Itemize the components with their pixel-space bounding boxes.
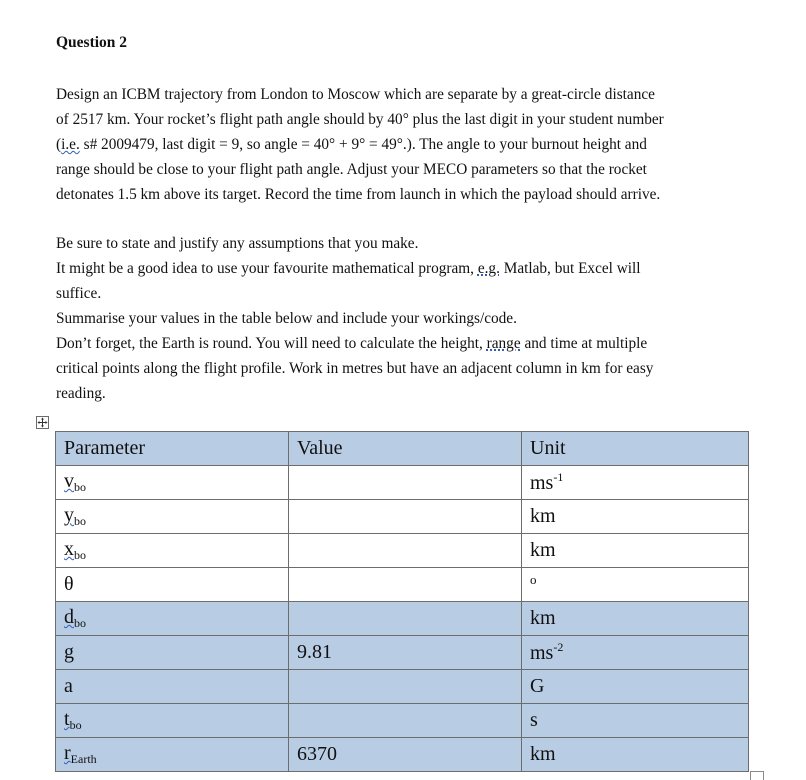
unit-cell[interactable] — [522, 738, 749, 772]
parameter-symbol: $y_{bo}$ — [64, 504, 86, 528]
table-row — [56, 534, 749, 568]
parameter-symbol: $r_{Earth}$ — [64, 742, 97, 766]
proofing-mark: e.g. — [477, 260, 500, 277]
value-cell[interactable] — [289, 466, 522, 500]
table-row — [56, 466, 749, 500]
parameter-symbol: θ — [64, 573, 74, 595]
description-line: range should be close to your flight path angle. Adjust your MECO parameters so that the rocket — [56, 161, 647, 178]
unit-text: s — [530, 709, 538, 731]
unit-text: km — [530, 743, 556, 765]
description-line: (i.e. s# 2009479, last digit = 9, so angle = 40° + 9° = 49°.). The angle to your burnout height and — [56, 136, 647, 153]
parameter-cell[interactable] — [56, 568, 289, 602]
description-line: Design an ICBM trajectory from London to Moscow which are separate by a great-circle distance — [56, 86, 655, 103]
parameter-cell[interactable] — [56, 636, 289, 670]
parameter-symbol: $t_{bo}$ — [64, 708, 82, 732]
parameter-symbol: $v_{bo}$ — [64, 470, 86, 494]
parameter-cell[interactable] — [56, 500, 289, 534]
unit-text: km — [530, 607, 556, 629]
unit-cell[interactable] — [522, 534, 749, 568]
parameter-subscript: bo — [69, 718, 82, 732]
value-cell[interactable] — [289, 534, 522, 568]
parameter-symbol: g — [64, 641, 74, 663]
table-row — [56, 738, 749, 772]
header-unit: Unit — [522, 432, 749, 466]
value-cell[interactable]: 6370 — [289, 738, 522, 772]
instruction-line: critical points along the flight profile. Work in metres but have an adjacent column in km for easy — [56, 360, 654, 377]
unit-cell[interactable] — [522, 500, 749, 534]
value-cell[interactable]: 9.81 — [289, 636, 522, 670]
value-cell[interactable] — [289, 670, 522, 704]
header-parameter: Parameter — [56, 432, 289, 466]
value-cell[interactable] — [289, 500, 522, 534]
unit-cell[interactable] — [522, 636, 749, 670]
unit-cell[interactable] — [522, 568, 749, 602]
parameter-cell[interactable] — [56, 466, 289, 500]
instruction-line: Don’t forget, the Earth is round. You will need to calculate the height, range and time at multiple — [56, 335, 648, 352]
unit-cell[interactable] — [522, 704, 749, 738]
parameter-subscript: bo — [74, 616, 86, 630]
instruction-line: Be sure to state and justify any assumptions that you make. — [56, 235, 419, 252]
value-cell[interactable] — [289, 568, 522, 602]
parameter-symbol: $d_{bo}$ — [64, 606, 86, 630]
unit-text: km — [530, 505, 556, 527]
table-row — [56, 704, 749, 738]
proofing-mark: i.e. — [61, 136, 80, 153]
value-cell[interactable] — [289, 704, 522, 738]
parameter-symbol: $x_{bo}$ — [64, 538, 86, 562]
parameter-subscript: bo — [74, 548, 86, 562]
table-row — [56, 602, 749, 636]
instruction-line: suffice. — [56, 285, 102, 302]
parameter-symbol: a — [64, 675, 73, 697]
parameter-subscript: Earth — [70, 752, 97, 766]
parameter-subscript: bo — [74, 480, 86, 494]
parameter-cell[interactable] — [56, 738, 289, 772]
question-heading: Question 2 — [56, 34, 128, 51]
unit-text: ms — [530, 472, 554, 494]
parameters-table[interactable] — [55, 431, 749, 772]
parameter-subscript: bo — [74, 514, 86, 528]
unit-superscript: -2 — [553, 640, 564, 654]
proofing-mark: range — [486, 335, 521, 352]
unit-text: ms — [530, 642, 554, 664]
question-description — [56, 82, 756, 207]
unit-cell[interactable] — [522, 670, 749, 704]
parameter-cell[interactable] — [56, 704, 289, 738]
instruction-line: Summarise your values in the table below and include your workings/code. — [56, 310, 517, 327]
parameter-cell[interactable] — [56, 670, 289, 704]
unit-cell[interactable] — [522, 602, 749, 636]
instruction-line: reading. — [56, 385, 106, 402]
unit-text: km — [530, 539, 556, 561]
table-row — [56, 568, 749, 602]
description-line: detonates 1.5 km above its target. Record the time from launch in which the payload should arrive. — [56, 186, 661, 203]
table-row — [56, 500, 749, 534]
instruction-line: It might be a good idea to use your favourite mathematical program, e.g. Matlab, but Excel will — [56, 260, 641, 277]
table-row — [56, 636, 749, 670]
unit-cell[interactable] — [522, 466, 749, 500]
unit-text: G — [530, 675, 545, 697]
header-value: Value — [289, 432, 522, 466]
unit-text: o — [530, 571, 537, 587]
table-header-row — [56, 432, 749, 466]
parameter-cell[interactable] — [56, 534, 289, 568]
parameter-cell[interactable] — [56, 602, 289, 636]
instructions — [56, 231, 756, 406]
move-cross-icon[interactable] — [36, 416, 49, 429]
unit-superscript: -1 — [553, 470, 564, 484]
value-cell[interactable] — [289, 602, 522, 636]
description-line: of 2517 km. Your rocket’s flight path angle should by 40° plus the last digit in your student number — [56, 111, 664, 128]
table-row — [56, 670, 749, 704]
